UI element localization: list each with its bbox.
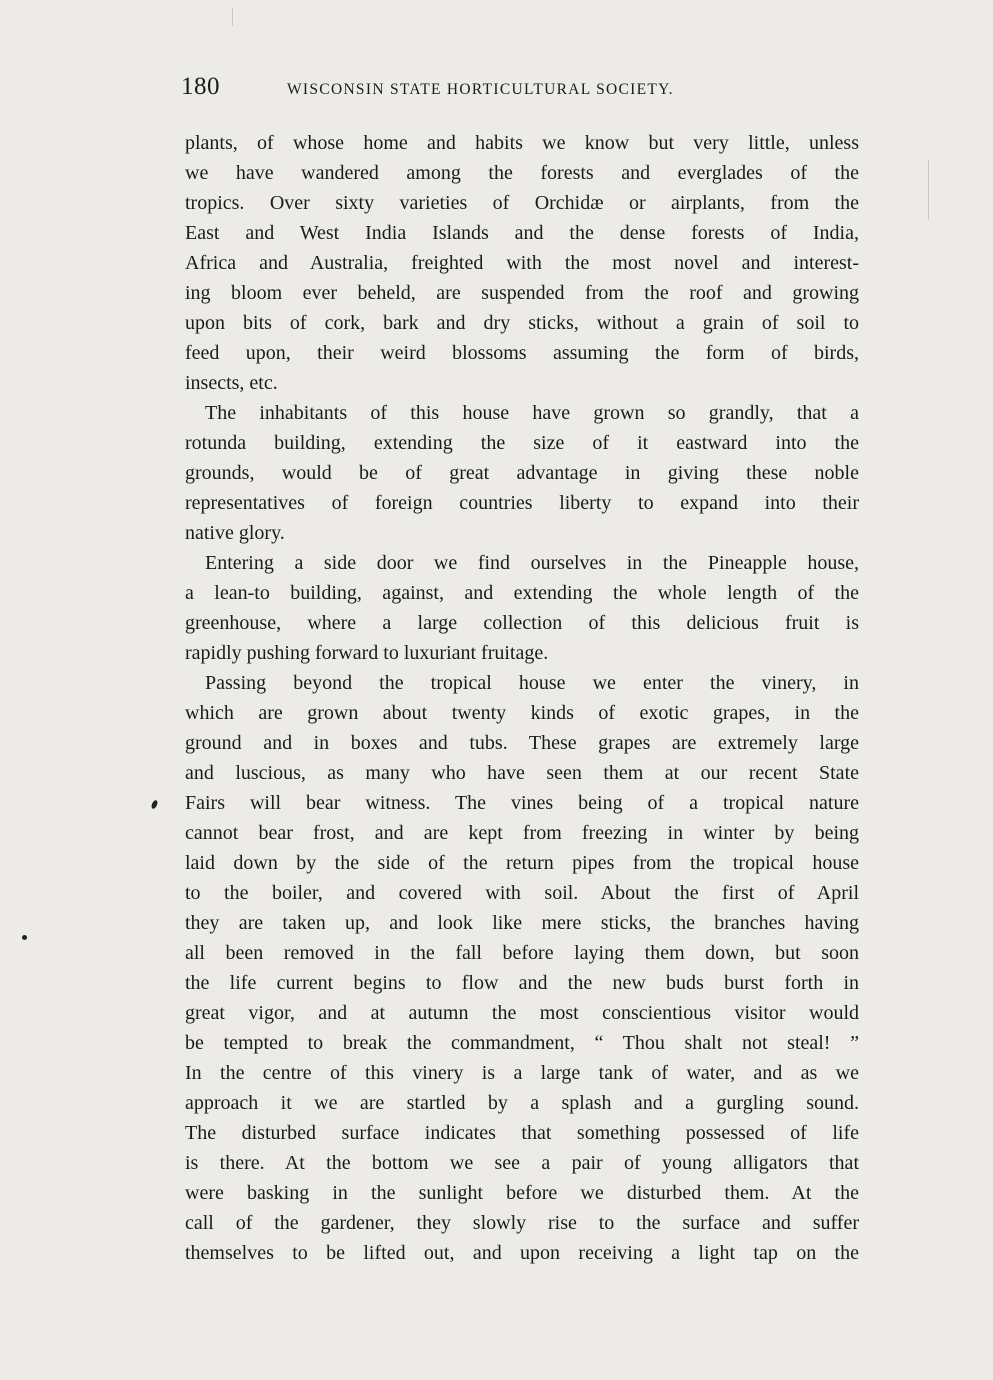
text-line: In the centre of this vinery is a large tank of water, and as we [185, 1062, 859, 1084]
ink-speck [150, 799, 158, 809]
body-text [185, 128, 859, 1268]
text-line: cannot bear frost, and are kept from freezing in winter by being [185, 822, 859, 844]
text-line: all been removed in the fall before laying them down, but soon [185, 942, 859, 964]
text-line: Fairs will bear witness. The vines being of a tropical nature [185, 792, 859, 814]
text-line: native glory. [185, 522, 285, 544]
paragraph-start-line: Passing beyond the tropical house we enter the vinery, in [205, 672, 859, 694]
text-line: upon bits of cork, bark and dry sticks, without a grain of soil to [185, 312, 859, 334]
text-line: Africa and Australia, freighted with the most novel and interest- [185, 252, 859, 274]
text-line: is there. At the bottom we see a pair of young alligators that [185, 1152, 859, 1174]
text-line: we have wandered among the forests and everglades of the [185, 162, 859, 184]
text-line: rapidly pushing forward to luxuriant fruitage. [185, 642, 549, 664]
text-line: a lean-to building, against, and extending the whole length of the [185, 582, 859, 604]
running-head [181, 72, 861, 106]
text-line: East and West India Islands and the dense forests of India, [185, 222, 859, 244]
text-line: themselves to be lifted out, and upon receiving a light tap on the [185, 1242, 859, 1264]
text-line: ground and in boxes and tubs. These grapes are extremely large [185, 732, 859, 754]
text-line: were basking in the sunlight before we disturbed them. At the [185, 1182, 859, 1204]
text-line: the life current begins to flow and the new buds burst forth in [185, 972, 859, 994]
text-line: ing bloom ever beheld, are suspended from the roof and growing [185, 282, 859, 304]
text-line: call of the gardener, they slowly rise to the surface and suffer [185, 1212, 859, 1234]
scan-artifact [232, 8, 233, 26]
text-line: The disturbed surface indicates that something possessed of life [185, 1122, 859, 1144]
text-line: approach it we are startled by a splash and a gurgling sound. [185, 1092, 859, 1114]
text-line: representatives of foreign countries liberty to expand into their [185, 492, 859, 514]
running-head-title: WISCONSIN STATE HORTICULTURAL SOCIETY. [287, 81, 674, 98]
text-line: tropics. Over sixty varieties of Orchidæ or airplants, from the [185, 192, 859, 214]
text-line: which are grown about twenty kinds of exotic grapes, in the [185, 702, 859, 724]
paragraph-start-line: The inhabitants of this house have grown so grandly, that a [205, 402, 859, 424]
text-line: they are taken up, and look like mere sticks, the branches having [185, 912, 859, 934]
text-line: great vigor, and at autumn the most conscientious visitor would [185, 1002, 859, 1024]
text-line: to the boiler, and covered with soil. About the first of April [185, 882, 859, 904]
text-line: rotunda building, extending the size of it eastward into the [185, 432, 859, 454]
page-number: 180 [181, 73, 220, 100]
scan-artifact [928, 160, 929, 220]
text-line: feed upon, their weird blossoms assuming the form of birds, [185, 342, 859, 364]
text-line: insects, etc. [185, 372, 278, 394]
ink-speck [22, 935, 27, 940]
text-line: be tempted to break the commandment, “ Thou shalt not steal! ” [185, 1032, 859, 1054]
text-line: grounds, would be of great advantage in giving these noble [185, 462, 859, 484]
paragraph-start-line: Entering a side door we find ourselves in the Pineapple house, [205, 552, 859, 574]
text-line: and luscious, as many who have seen them at our recent State [185, 762, 859, 784]
text-line: laid down by the side of the return pipes from the tropical house [185, 852, 859, 874]
text-line: plants, of whose home and habits we know but very little, unless [185, 132, 859, 154]
text-line: greenhouse, where a large collection of this delicious fruit is [185, 612, 859, 634]
